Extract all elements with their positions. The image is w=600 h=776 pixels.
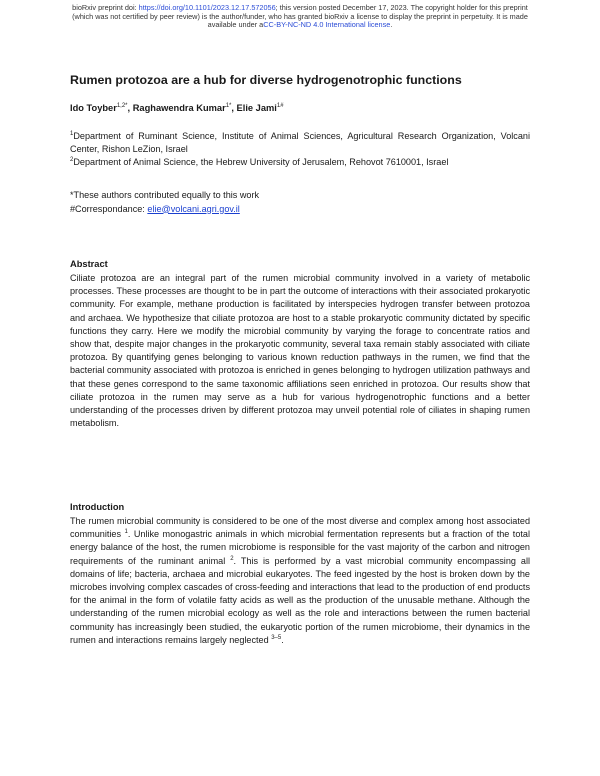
citation-ref: 3–5: [271, 634, 282, 641]
author-name: Raghawendra Kumar: [132, 103, 226, 113]
intro-text-segment: . Unlike monogastric animals in which microbial fermentation represents but a fraction of the total energy balance of the host, the rumen microbiome is responsible for the vast majority of the carbon and nitrogen requirements of the ruminant animal: [70, 529, 530, 566]
preprint-line-3: [0, 21, 600, 30]
affiliation-text: Department of Animal Science, the Hebrew University of Jerusalem, Rehovot 7610001, Israel: [73, 157, 449, 168]
license-prefix: available under a: [207, 20, 264, 30]
affiliation-2: [70, 156, 530, 169]
correspondence-label: #Correspondance:: [70, 203, 148, 214]
affiliation-1: [70, 130, 530, 156]
equal-contribution-note: *These authors contributed equally to this work: [70, 190, 260, 200]
preprint-suffix: ; this version posted December 17, 2023. The copyright holder for this preprint: [275, 3, 528, 12]
author-name: Elie Jami: [236, 103, 277, 113]
intro-text-segment: .: [281, 634, 284, 645]
affiliations: [70, 130, 530, 170]
affiliation-text: Department of Ruminant Science, Institute of Animal Sciences, Agricultural Research Organization, Volcani Center, Rishon LeZion, Israel: [70, 131, 530, 155]
citation-ref: 2: [230, 555, 234, 562]
preprint-notice: [0, 4, 600, 30]
correspondence-email-link[interactable]: elie@volcani.agri.gov.il: [147, 203, 240, 214]
author-notes: [70, 189, 530, 216]
introduction-text: [70, 515, 530, 647]
paper-title: Rumen protozoa are a hub for diverse hydrogenotrophic functions: [70, 73, 462, 87]
intro-text-segment: . This is performed by a vast microbial community encompassing all domains of life; bacteria, archaea and microbial eukaryotes. The feed ingested by the host is broken down by the microbes involving complex cascades of cross-feeding and interactions that lead to the production of end products for the animal in the form of volatile fatty acids as well as the production of the unusable methane. Although the understanding of the rumen microbial ecology as well as the role and interactions between the rumen bacterial community has increasingly been studied, the eukaryotic portion of the rumen microbiome, their dynamics in the rumen and interactions remains largely neglected: [70, 555, 530, 645]
affiliation-marker: 2: [70, 157, 74, 164]
abstract-heading: Abstract: [70, 259, 108, 269]
intro-text-segment: The rumen microbial community is considered to be one of the most diverse and complex among host associated communities: [70, 516, 530, 540]
introduction-heading: Introduction: [70, 502, 125, 512]
author-superscript: 1,2*: [116, 102, 128, 109]
author-superscript: 1#: [276, 102, 284, 109]
author-name: Ido Toyber: [70, 103, 117, 113]
doi-link[interactable]: https://doi.org/10.1101/2023.12.17.572056: [138, 3, 276, 12]
preprint-line-2: (which was not certified by peer review) is the author/funder, who has granted bioRxiv a license to display the preprint in perpetuity. It is made: [72, 11, 528, 21]
affiliation-marker: 1: [70, 130, 74, 137]
license-link[interactable]: CC-BY-NC-ND 4.0 International license: [263, 20, 391, 30]
correspondence-note: [70, 203, 530, 217]
preprint-prefix: bioRxiv preprint doi:: [72, 3, 139, 12]
citation-ref: 1: [124, 529, 128, 536]
abstract-text: Ciliate protozoa are an integral part of the rumen microbial community involved in a variety of metabolic processes. These processes are thought to be in part the outcome of interactions with their associated prokaryotic community. For example, methane production is facilitated by interspecies hydrogen transfer between protozoa and archaea. We hypothesize that ciliate protozoa are host to a stable prokaryotic community dictated by specific functions they carry. Here we modify the microbial community by varying the forage to concentrate ratios and show that, despite major changes in the prokaryotic community, several taxa remain stably associated with ciliate protozoa. By quantifying genes belonging to various known reduction pathways in the rumen, we find that the bacterial community associated with protozoa is enriched in genes belonging to hydrogen utilization pathways and that these genes correspond to the same taxonomic affiliations seen enriched in protozoa. Our results show that ciliate protozoa in the rumen may serve as a hub for various hydrogenotrophic functions and a better understanding of the processes driven by different protozoa may unveil potential role of ciliates in shaping rumen metabolism.: [70, 273, 530, 429]
author-superscript: 1*: [225, 102, 232, 109]
license-suffix: .: [390, 20, 393, 30]
author-list: Ido Toyber$^{1,2*}$, Raghawendra Kumar$^{1*}$, Elie Jami$^{1\#}$: [70, 102, 284, 113]
